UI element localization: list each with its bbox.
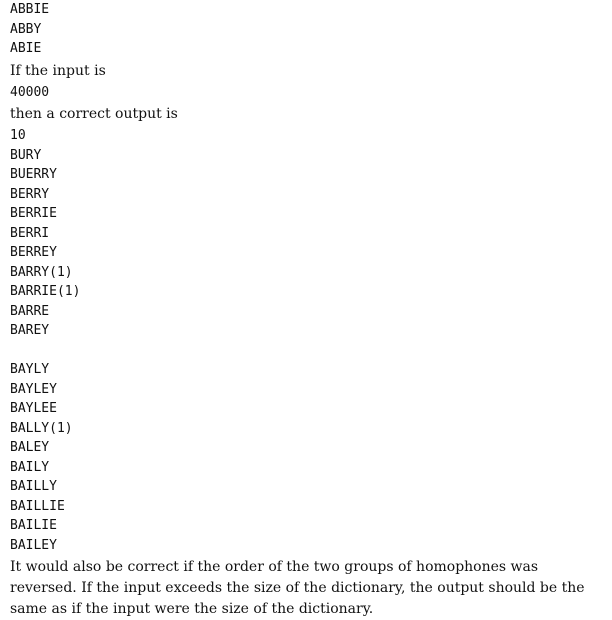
closing-paragraph: It would also be correct if the order of the two groups of homophones was reversed. If the input exceeds the size of the dictionary, the output should be the same as if the input were the size of the dictionary. <box>10 559 585 617</box>
name-line: ABBY <box>10 21 42 37</box>
top-names-list <box>10 0 606 59</box>
homophone-group-2 <box>10 360 606 555</box>
input-intro-text: If the input is <box>10 62 106 79</box>
name-line: BUERRY <box>10 167 57 182</box>
group-separator <box>10 341 606 361</box>
homophone-group-1 <box>10 146 606 341</box>
name-line: BERRIE <box>10 206 57 221</box>
name-line: ABIE <box>10 41 42 56</box>
name-line: BERRY <box>10 186 50 202</box>
name-line: BURY <box>10 147 42 163</box>
name-line: BAILEY <box>10 537 57 553</box>
name-line: BALEY <box>10 440 50 455</box>
name-line: BERRI <box>10 225 50 241</box>
name-line: BALLY(1) <box>10 420 73 436</box>
document-page <box>10 0 606 620</box>
name-line: BAILLY <box>10 479 57 494</box>
output-intro-text: then a correct output is <box>10 106 178 122</box>
name-line: BARRY(1) <box>10 264 73 280</box>
name-line: BAYLEE <box>10 401 57 416</box>
name-line: BAYLEY <box>10 381 57 397</box>
name-line: BAILLIE <box>10 498 65 514</box>
name-line: BARRIE(1) <box>10 284 81 299</box>
name-line: BAILIE <box>10 518 57 533</box>
name-line: BERREY <box>10 245 57 260</box>
name-line: BARRE <box>10 303 50 319</box>
name-line: BAYLY <box>10 362 50 377</box>
input-value: 40000 <box>10 84 50 100</box>
name-line: BAILY <box>10 459 50 475</box>
output-count: 10 <box>10 128 26 143</box>
name-line: ABBIE <box>10 2 50 17</box>
name-line: BAREY <box>10 323 50 338</box>
